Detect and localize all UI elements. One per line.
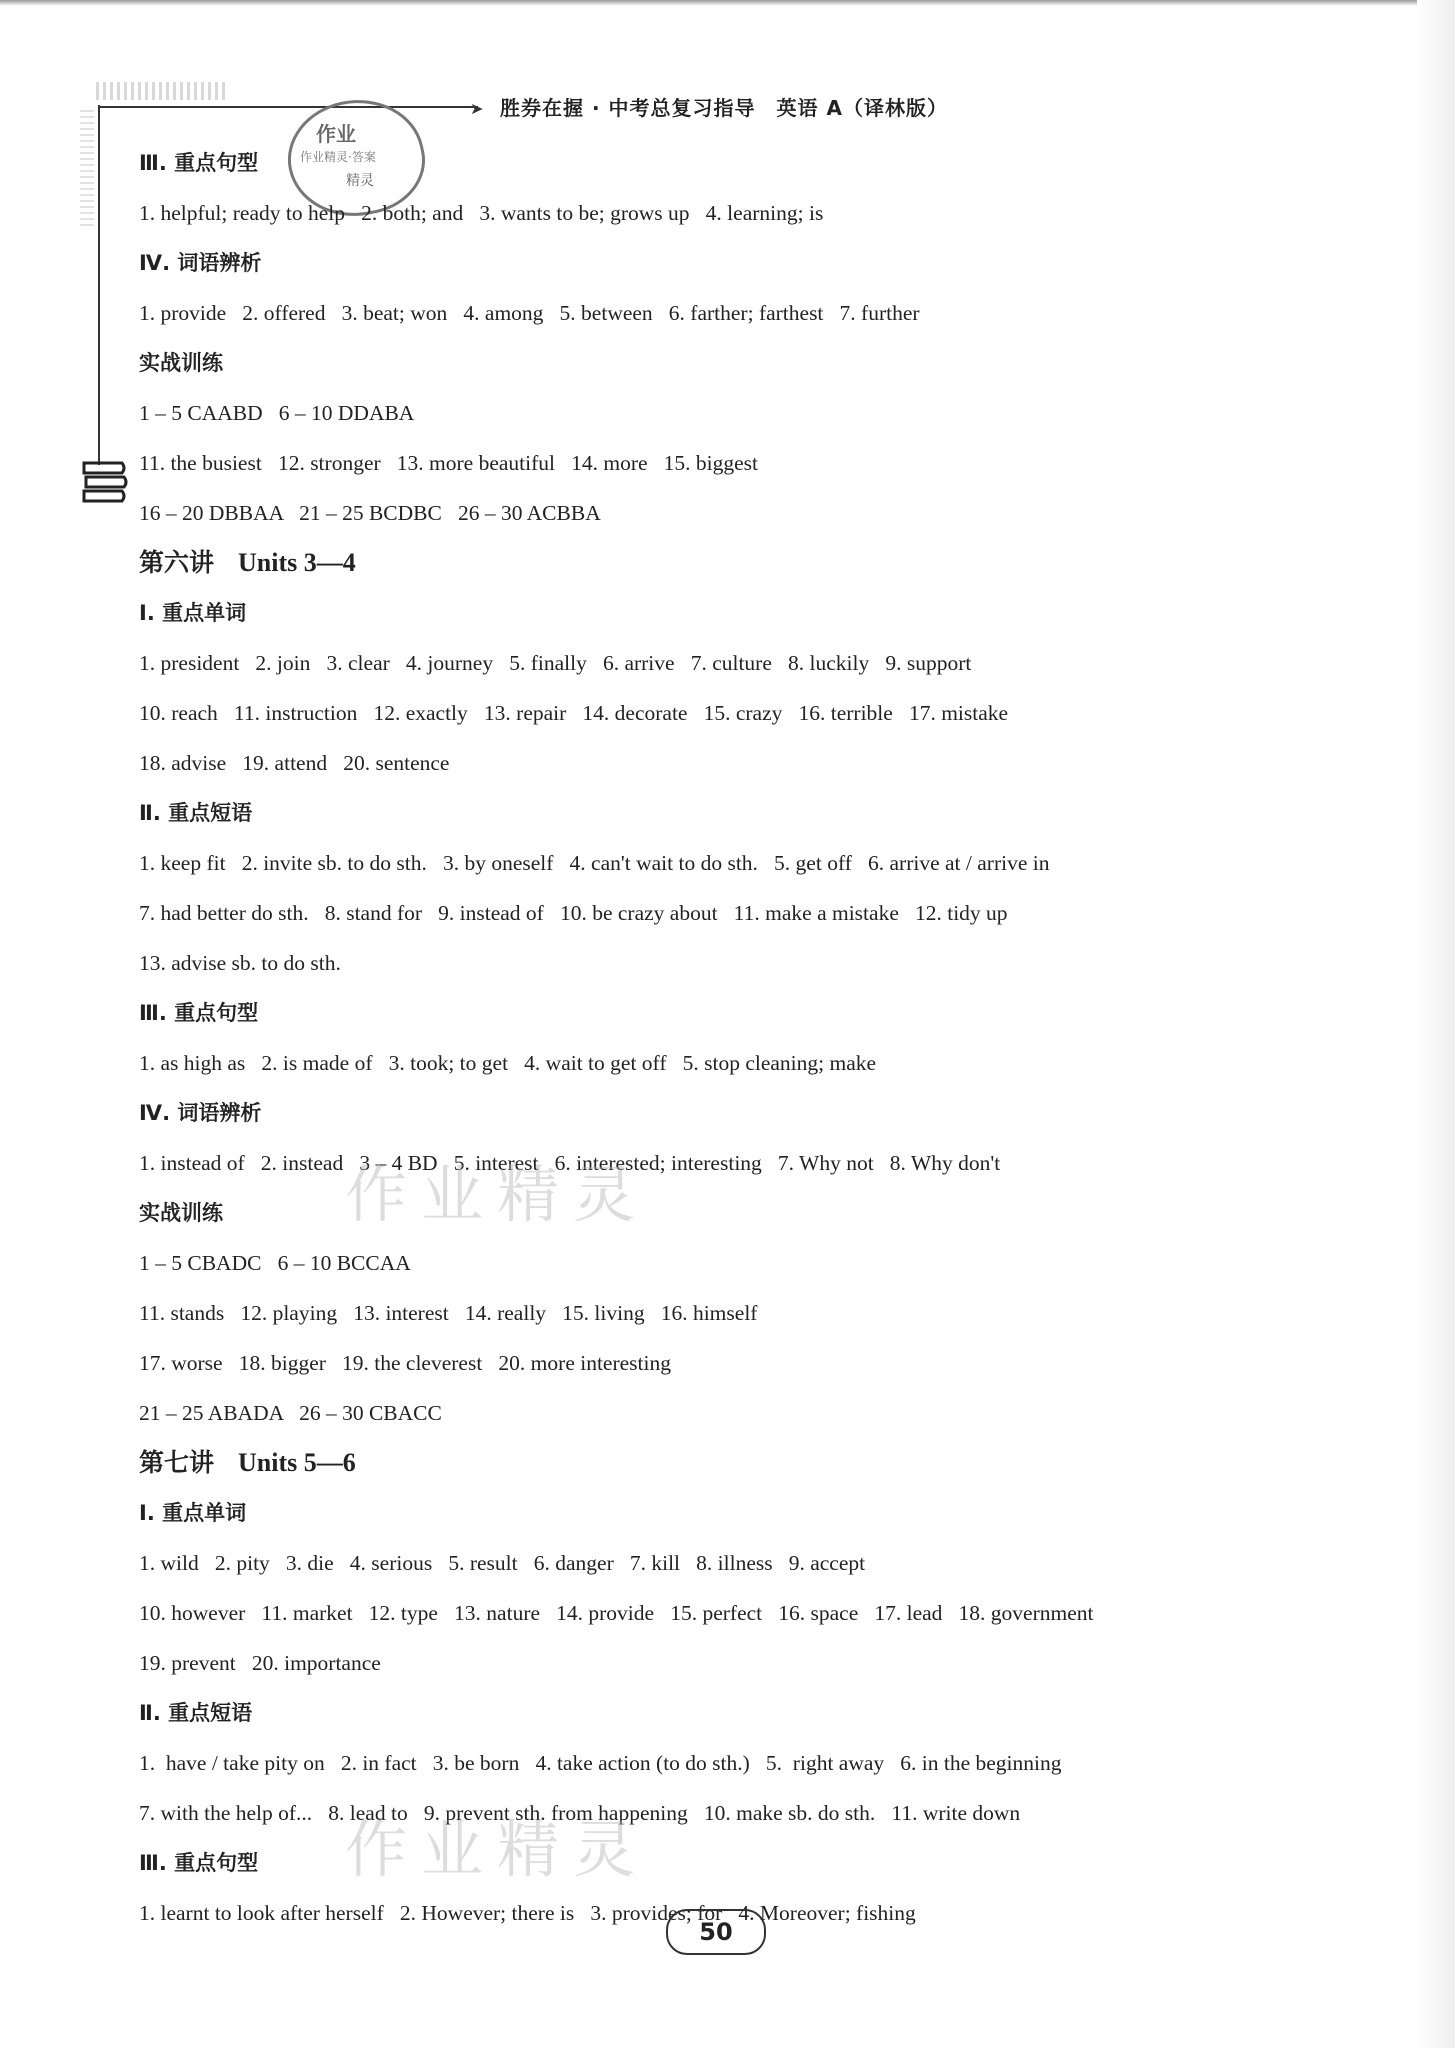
- margin-decoration: [80, 110, 94, 230]
- section-heading: Ⅰ. 重点单词: [139, 601, 247, 625]
- answer-line: 1. president 2. join 3. clear 4. journey 5. finally 6. arrive 7. culture 8. luckily 9. support: [139, 651, 972, 675]
- answer-line: 10. however 11. market 12. type 13. nature 14. provide 15. perfect 16. space 17. lead 18. government: [139, 1601, 1094, 1625]
- lecture-number: 第六讲: [139, 548, 215, 577]
- answer-line: 17. worse 18. bigger 19. the cleverest 20. more interesting: [139, 1351, 671, 1375]
- books-icon: [80, 455, 130, 505]
- lecture-heading: [139, 1438, 1319, 1488]
- stamp-text-middle: 作业精灵·答案: [300, 150, 376, 164]
- page-number: 50: [666, 1909, 766, 1955]
- arrow-right-icon: ➤: [470, 101, 484, 118]
- section-heading: Ⅲ. 重点句型: [139, 1851, 259, 1875]
- page-top-shadow: [0, 0, 1455, 6]
- margin-line: [98, 105, 100, 465]
- answer-line: 11. stands 12. playing 13. interest 14. really 15. living 16. himself: [139, 1301, 758, 1325]
- section-heading: Ⅳ. 词语辨析: [139, 1101, 262, 1125]
- stamp-text-bottom: 精灵: [346, 173, 374, 189]
- section-heading: Ⅱ. 重点短语: [139, 1701, 253, 1725]
- running-header: 胜券在握 · 中考总复习指导 英语 A（译林版）: [500, 96, 948, 120]
- stamp-text-top: 作业: [316, 122, 356, 146]
- section-heading: Ⅱ. 重点短语: [139, 801, 253, 825]
- answer-line: 1. keep fit 2. invite sb. to do sth. 3. by oneself 4. can't wait to do sth. 5. get off 6. arrive at / arrive in: [139, 851, 1050, 875]
- lecture-number: 第七讲: [139, 1448, 215, 1477]
- section-heading: 实战训练: [139, 351, 223, 375]
- answer-line: 10. reach 11. instruction 12. exactly 13. repair 14. decorate 15. crazy 16. terrible 17. mistake: [139, 701, 1009, 725]
- answer-line: 1. learnt to look after herself 2. However; there is 3. provides; for 4. Moreover; fishing: [139, 1901, 916, 1925]
- answer-line: 1 – 5 CAABD 6 – 10 DDABA: [139, 401, 415, 425]
- section-heading: Ⅲ. 重点句型: [139, 1001, 259, 1025]
- section-heading: Ⅲ. 重点句型: [139, 151, 259, 175]
- answer-line: 1. have / take pity on 2. in fact 3. be born 4. take action (to do sth.) 5. right away 6. in the beginning: [139, 1751, 1062, 1775]
- header-decoration: [96, 82, 226, 100]
- answer-line: 1. provide 2. offered 3. beat; won 4. among 5. between 6. farther; farthest 7. further: [139, 301, 920, 325]
- lecture-heading: [139, 538, 1319, 588]
- watermark: 作业精灵: [345, 1158, 650, 1231]
- answer-line: 19. prevent 20. importance: [139, 1651, 381, 1675]
- section-heading: 实战训练: [139, 1201, 223, 1225]
- answer-line: 1. helpful; ready to help 2. both; and 3. wants to be; grows up 4. learning; is: [139, 201, 824, 225]
- answer-line: 1. as high as 2. is made of 3. took; to get 4. wait to get off 5. stop cleaning; make: [139, 1051, 877, 1075]
- header-rule: [100, 106, 478, 108]
- answer-line: 16 – 20 DBBAA 21 – 25 BCDBC 26 – 30 ACBBA: [139, 501, 601, 525]
- answer-line: 11. the busiest 12. stronger 13. more beautiful 14. more 15. biggest: [139, 451, 759, 475]
- watermark: 作业精灵: [345, 1813, 650, 1886]
- answer-line: 1. wild 2. pity 3. die 4. serious 5. result 6. danger 7. kill 8. illness 9. accept: [139, 1551, 866, 1575]
- answer-line: 7. had better do sth. 8. stand for 9. instead of 10. be crazy about 11. make a mistake 12. tidy up: [139, 901, 1008, 925]
- section-heading: Ⅰ. 重点单词: [139, 1501, 247, 1525]
- page-right-edge: [1417, 0, 1455, 2048]
- answer-content: [139, 138, 1319, 1938]
- answer-line: 1 – 5 CBADC 6 – 10 BCCAA: [139, 1251, 411, 1275]
- answer-line: 18. advise 19. attend 20. sentence: [139, 751, 450, 775]
- answer-line: 21 – 25 ABADA 26 – 30 CBACC: [139, 1401, 442, 1425]
- section-heading: Ⅳ. 词语辨析: [139, 251, 262, 275]
- answer-line: 13. advise sb. to do sth.: [139, 951, 341, 975]
- answer-line: 1. instead of 2. instead 3 – 4 BD 5. interest 6. interested; interesting 7. Why not 8. Why don't: [139, 1151, 1001, 1175]
- answer-line: 7. with the help of... 8. lead to 9. prevent sth. from happening 10. make sb. do sth. 11. write down: [139, 1801, 1021, 1825]
- lecture-units: Units 3—4: [238, 548, 356, 577]
- lecture-units: Units 5—6: [238, 1448, 356, 1477]
